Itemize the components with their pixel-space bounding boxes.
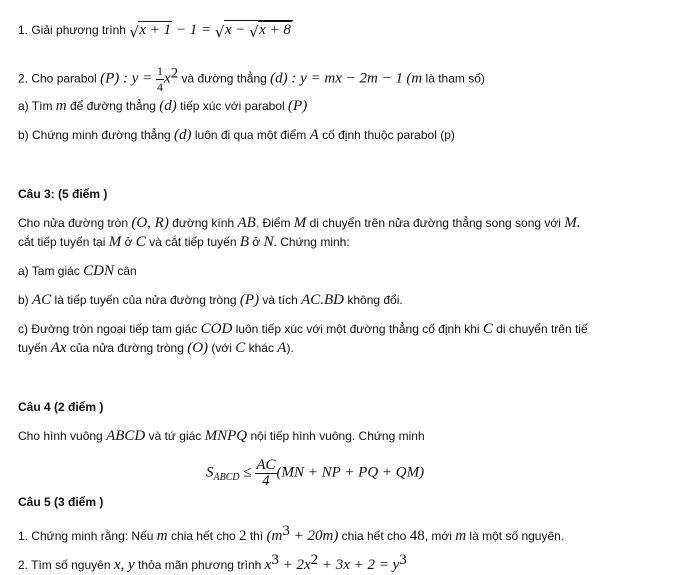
question-3-title: Câu 3: (5 điểm ): [18, 187, 108, 201]
question-3c-line-2: tuyến Ax của nửa đường tròng (O) (với C khác A).: [18, 340, 294, 356]
question-5-part-1: 1. Chứng minh rằng: Nếu m chia hết cho 2 thì $(m^3 + 20m)$ chia hết cho 48, mới m là một số nguyên.: [18, 523, 565, 544]
question-4-title: Câu 4 (2 điểm ): [18, 400, 104, 414]
question-5-title: Câu 5 (3 điểm ): [18, 495, 104, 509]
problem-1-label: 1. Giải phương trình: [18, 23, 126, 37]
question-3b: b) AC là tiếp tuyến của nửa đường tròng (P) và tích AC.BD không đổi.: [18, 292, 403, 308]
problem-2b: b) Chứng minh đường thẳng (d) luôn đi qua một điểm A cố định thuộc parabol (p): [18, 127, 455, 143]
question-5-part-2: 2. Tìm số nguyên x, y thỏa mãn phương trình $x^3 + 2x^2 + 3x + 2 = y^3$: [18, 552, 407, 573]
question-3a: a) Tam giác CDN cân: [18, 263, 137, 279]
question-3-intro-line-1: Cho nửa đường tròn (O, R) đường kính AB. Điểm M di chuyển trên nửa đường thẳng song song với M.: [18, 215, 581, 231]
problem-2a: a) Tìm m để đường thẳng (d) tiếp xúc với parabol (P): [18, 98, 308, 114]
equation-1: √ x + 1 − 1 = √ x − √ x + 8: [129, 22, 291, 41]
fraction: $\frac{1}{4}$: [157, 64, 164, 94]
problem-2: 2. Cho parabol (P) : y = $\frac{1}{4}$ $x^2$ và đường thẳng (d) : y = mx − 2m − 1 (m là tham số): [18, 64, 485, 94]
question-3c-line-1: c) Đường tròn ngoại tiếp tam giác COD luôn tiếp xúc với một đường thẳng cố định khi C di chuyển trên tiế: [18, 321, 588, 337]
question-3-intro-line-2: cắt tiếp tuyến tại M ở C và cắt tiếp tuyến B ở N. Chứng minh:: [18, 234, 350, 250]
question-4-inequality: $S_{ABCD}$ ≤ $\frac{AC}{4}$ (MN + NP + PQ + QM): [206, 457, 425, 489]
problem-1: [18, 20, 293, 41]
question-4-intro: Cho hình vuông ABCD và tứ giác MNPQ nội tiếp hình vuông. Chứng minh: [18, 428, 425, 444]
